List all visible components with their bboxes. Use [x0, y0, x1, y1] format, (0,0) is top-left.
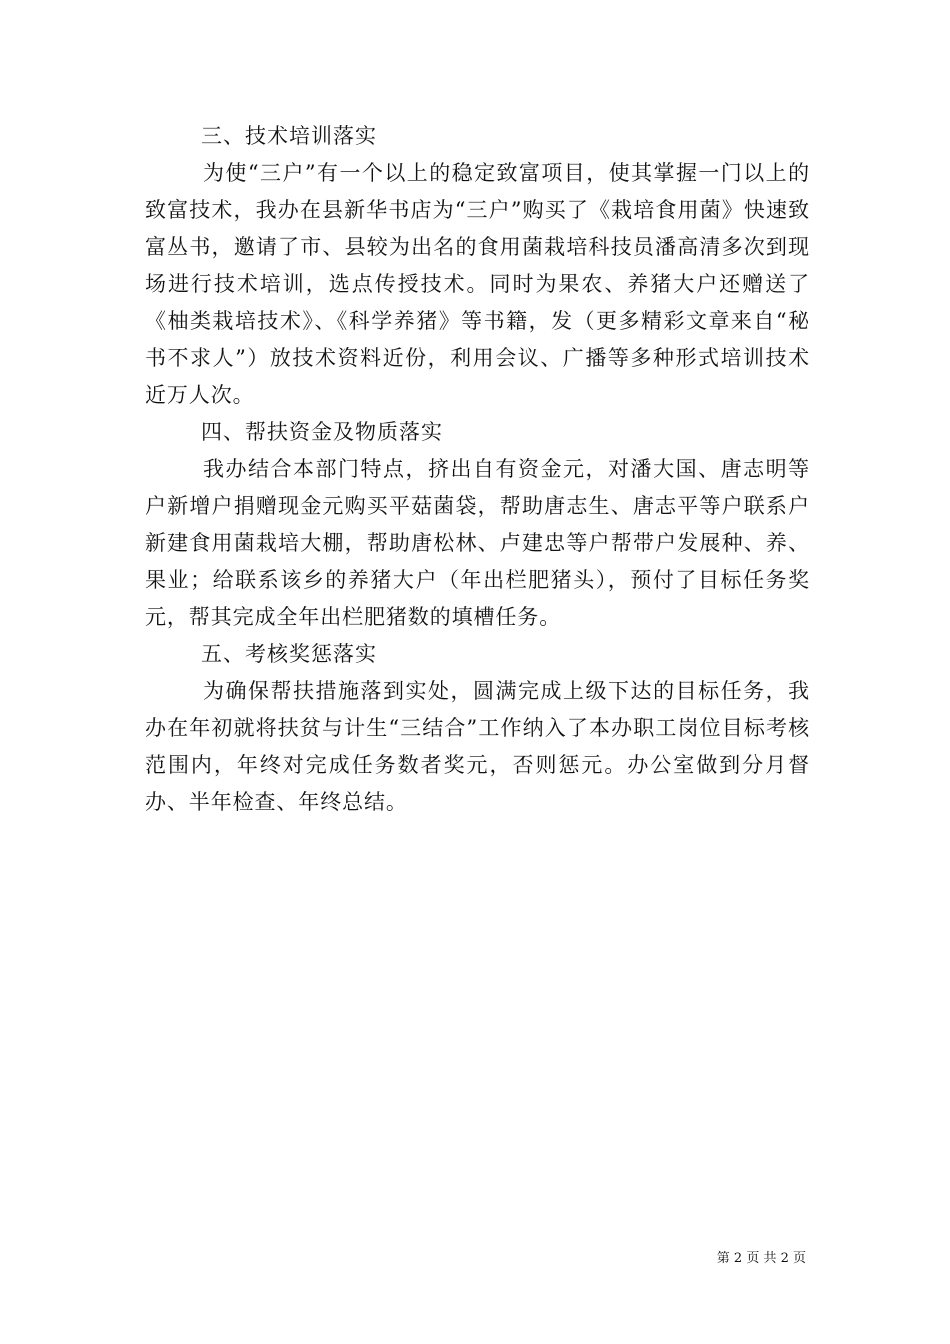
page-number-footer: 第 2 页 共 2 页 — [716, 1251, 806, 1266]
section-paragraph-tech-training: 为使“三户”有一个以上的稳定致富项目，使其掌握一门以上的致富技术，我办在县新华书店为“三户”购买了《栽培食用菌》快速致富丛书，邀请了市、县较为出名的食用菌栽培科技员潘高清多次到现场进行技术培训，选点传授技术。同时为果农、养猪大户还赠送了《柚类栽培技术》、《科学养猪》等书籍，发（更多精彩文章来自“秘书不求人”）放技术资料近份，利用会议、广播等多种形式培训技术近万人次。 — [145, 161, 810, 407]
section-paragraph-funding-materials: 我办结合本部门特点，挤出自有资金元，对潘大国、唐志明等户新增户捐赠现金元购买平菇菌袋，帮助唐志生、唐志平等户联系户新建食用菌栽培大棚，帮助唐松林、卢建忠等户帮带户发展种、养、果业；给联系该乡的养猪大户（年出栏肥猪头），预付了目标任务奖元，帮其完成全年出栏肥猪数的填槽任务。 — [145, 457, 810, 629]
section-heading-assessment: 五、考核奖惩落实 — [201, 642, 377, 666]
section-paragraph-assessment: 为确保帮扶措施落到实处，圆满完成上级下达的目标任务，我办在年初就将扶贫与计生“三结合”工作纳入了本办职工岗位目标考核范围内，年终对完成任务数者奖元，否则惩元。办公室做到分月督办、半年检查、年终总结。 — [145, 679, 810, 814]
section-heading-funding-materials: 四、帮扶资金及物质落实 — [201, 420, 443, 444]
section-heading-tech-training: 三、技术培训落实 — [201, 124, 377, 148]
document-body — [145, 118, 810, 821]
